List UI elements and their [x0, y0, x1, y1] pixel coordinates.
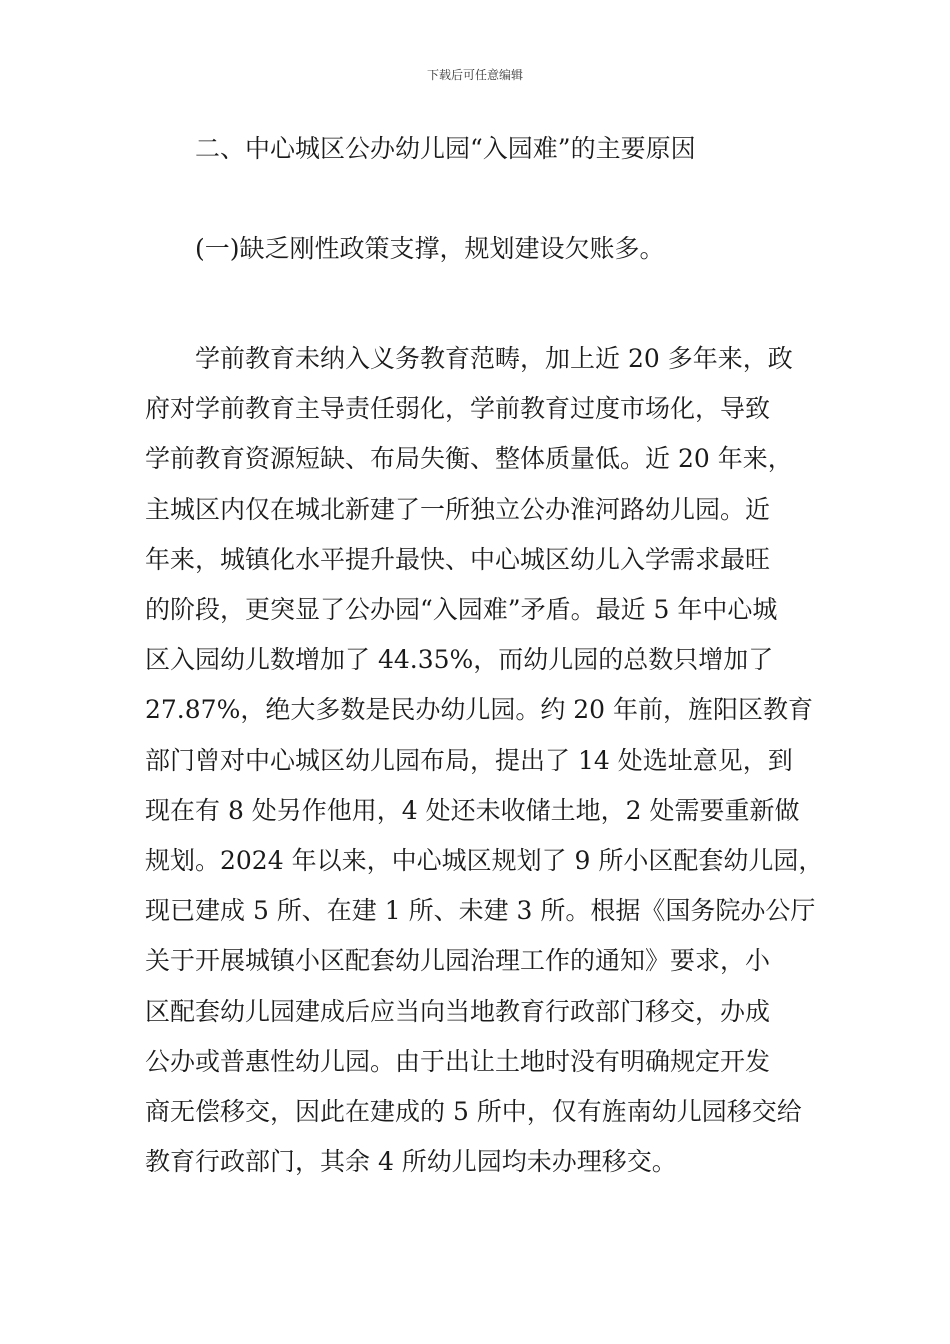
paragraph-line: 区配套幼儿园建成后应当向当地教育行政部门移交，办成 — [145, 996, 771, 1026]
section-heading: 二、中心城区公办幼儿园“入园难”的主要原因 — [195, 134, 696, 163]
paragraph-line: 27.87%，绝大多数是民办幼儿园。约 20 年前，旌阳区教育 — [145, 695, 814, 725]
paragraph-line: 现在有 8 处另作他用，4 处还未收储土地，2 处需要重新做 — [145, 795, 800, 825]
paragraph-line: 府对学前教育主导责任弱化，学前教育过度市场化，导致 — [145, 394, 771, 424]
paragraph-line: 教育行政部门，其余 4 所幼儿园均未办理移交。 — [145, 1147, 677, 1177]
paragraph-line: 规划。2024 年以来，中心城区规划了 9 所小区配套幼儿园， — [145, 846, 824, 876]
paragraph-line: 现已建成 5 所、在建 1 所、未建 3 所。根据《国务院办公厅 — [145, 896, 816, 926]
paragraph-line: 学前教育资源短缺、布局失衡、整体质量低。近 20 年来， — [145, 444, 793, 474]
paragraph-line: 区入园幼儿数增加了 44.35%，而幼儿园的总数只增加了 — [145, 645, 774, 675]
paragraph-line: 学前教育未纳入义务教育范畴，加上近 20 多年来，政 — [145, 344, 793, 373]
paragraph-line: 商无偿移交，因此在建成的 5 所中，仅有旌南幼儿园移交给 — [145, 1097, 802, 1127]
paragraph-line: 关于开展城镇小区配套幼儿园治理工作的通知》要求，小 — [145, 946, 771, 976]
paragraph-line: 部门曾对中心城区幼儿园布局，提出了 14 处选址意见，到 — [145, 745, 793, 775]
header-note: 下载后可任意编辑 — [426, 68, 523, 82]
paragraph-line: 年来，城镇化水平提升最快、中心城区幼儿入学需求最旺 — [145, 544, 771, 574]
body-paragraph — [145, 334, 825, 1187]
paragraph-line: 公办或普惠性幼儿园。由于出让土地时没有明确规定开发 — [145, 1046, 771, 1076]
paragraph-line: 主城区内仅在城北新建了一所独立公办淮河路幼儿园。近 — [145, 494, 771, 524]
paragraph-line: 的阶段，更突显了公办园“入园难”矛盾。最近 5 年中心城 — [145, 595, 778, 625]
subsection-heading: (一)缺乏刚性政策支撑，规划建设欠账多。 — [195, 234, 665, 263]
